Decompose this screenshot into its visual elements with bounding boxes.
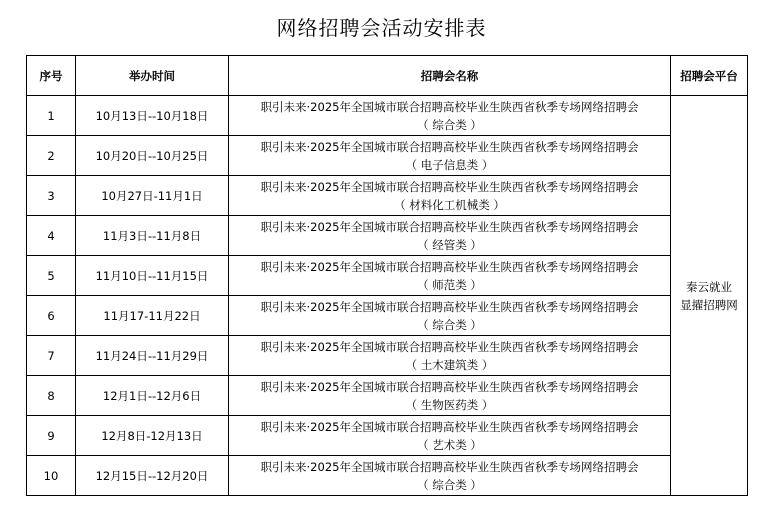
- platform-line: 显擢招聘网: [680, 297, 738, 312]
- row-index: 4: [27, 216, 76, 256]
- table-row: [27, 216, 748, 256]
- row-fair-name: [229, 416, 671, 456]
- table-row: [27, 136, 748, 176]
- table-row: [27, 376, 748, 416]
- fair-name-line: 职引未来·2025年全国城市联合招聘高校毕业生陕西省秋季专场网络招聘会: [260, 99, 639, 114]
- row-index: 2: [27, 136, 76, 176]
- fair-category-line: （ 生物医药类 ）: [405, 397, 494, 412]
- table-body: [27, 96, 748, 496]
- row-fair-name: [229, 136, 671, 176]
- fair-name-line: 职引未来·2025年全国城市联合招聘高校毕业生陕西省秋季专场网络招聘会: [260, 419, 639, 434]
- table-row: [27, 96, 748, 136]
- row-fair-name: [229, 176, 671, 216]
- row-index: 8: [27, 376, 76, 416]
- fair-name-line: 职引未来·2025年全国城市联合招聘高校毕业生陕西省秋季专场网络招聘会: [260, 299, 639, 314]
- fair-name-line: 职引未来·2025年全国城市联合招聘高校毕业生陕西省秋季专场网络招聘会: [260, 259, 639, 274]
- row-fair-name: [229, 336, 671, 376]
- row-time: 12月15日--12月20日: [76, 456, 229, 496]
- row-time: 12月1日--12月6日: [76, 376, 229, 416]
- fair-category-line: （ 师范类 ）: [417, 277, 482, 292]
- table-row: [27, 456, 748, 496]
- row-fair-name: [229, 376, 671, 416]
- row-index: 5: [27, 256, 76, 296]
- row-index: 1: [27, 96, 76, 136]
- header-platform: 招聘会平台: [671, 56, 748, 96]
- row-index: 9: [27, 416, 76, 456]
- row-index: 10: [27, 456, 76, 496]
- fair-category-line: （ 电子信息类 ）: [405, 157, 494, 172]
- row-fair-name: [229, 96, 671, 136]
- row-fair-name: [229, 256, 671, 296]
- table-header-row: [27, 56, 748, 96]
- row-time: 10月27日-11月1日: [76, 176, 229, 216]
- row-index: 3: [27, 176, 76, 216]
- row-time: 11月3日--11月8日: [76, 216, 229, 256]
- fair-name-line: 职引未来·2025年全国城市联合招聘高校毕业生陕西省秋季专场网络招聘会: [260, 179, 639, 194]
- header-name: 招聘会名称: [229, 56, 671, 96]
- fair-category-line: （ 综合类 ）: [417, 117, 482, 132]
- fair-category-line: （ 土木建筑类 ）: [405, 357, 494, 372]
- table-row: [27, 336, 748, 376]
- row-index: 6: [27, 296, 76, 336]
- fair-name-line: 职引未来·2025年全国城市联合招聘高校毕业生陕西省秋季专场网络招聘会: [260, 379, 639, 394]
- fair-category-line: （ 综合类 ）: [417, 477, 482, 492]
- table-row: [27, 416, 748, 456]
- fair-name-line: 职引未来·2025年全国城市联合招聘高校毕业生陕西省秋季专场网络招聘会: [260, 459, 639, 474]
- row-time: 10月20日--10月25日: [76, 136, 229, 176]
- row-time: 11月24日--11月29日: [76, 336, 229, 376]
- fair-category-line: （ 综合类 ）: [417, 317, 482, 332]
- schedule-table: [26, 55, 748, 496]
- table-row: [27, 256, 748, 296]
- fair-category-line: （ 经管类 ）: [417, 237, 482, 252]
- row-time: 11月17-11月22日: [76, 296, 229, 336]
- platform-line: 秦云就业: [686, 279, 732, 294]
- header-time: 举办时间: [76, 56, 229, 96]
- table-row: [27, 176, 748, 216]
- fair-name-line: 职引未来·2025年全国城市联合招聘高校毕业生陕西省秋季专场网络招聘会: [260, 219, 639, 234]
- table-row: [27, 296, 748, 336]
- row-time: 10月13日--10月18日: [76, 96, 229, 136]
- fair-name-line: 职引未来·2025年全国城市联合招聘高校毕业生陕西省秋季专场网络招聘会: [260, 139, 639, 154]
- row-time: 12月8日-12月13日: [76, 416, 229, 456]
- row-fair-name: [229, 216, 671, 256]
- fair-name-line: 职引未来·2025年全国城市联合招聘高校毕业生陕西省秋季专场网络招聘会: [260, 339, 639, 354]
- fair-category-line: （ 材料化工机械类 ）: [394, 197, 505, 212]
- platform-cell: [671, 96, 748, 496]
- page-title: 网络招聘会活动安排表: [276, 16, 487, 40]
- row-time: 11月10日--11月15日: [76, 256, 229, 296]
- row-index: 7: [27, 336, 76, 376]
- header-index: 序号: [27, 56, 76, 96]
- fair-category-line: （ 艺术类 ）: [417, 437, 482, 452]
- row-fair-name: [229, 456, 671, 496]
- row-fair-name: [229, 296, 671, 336]
